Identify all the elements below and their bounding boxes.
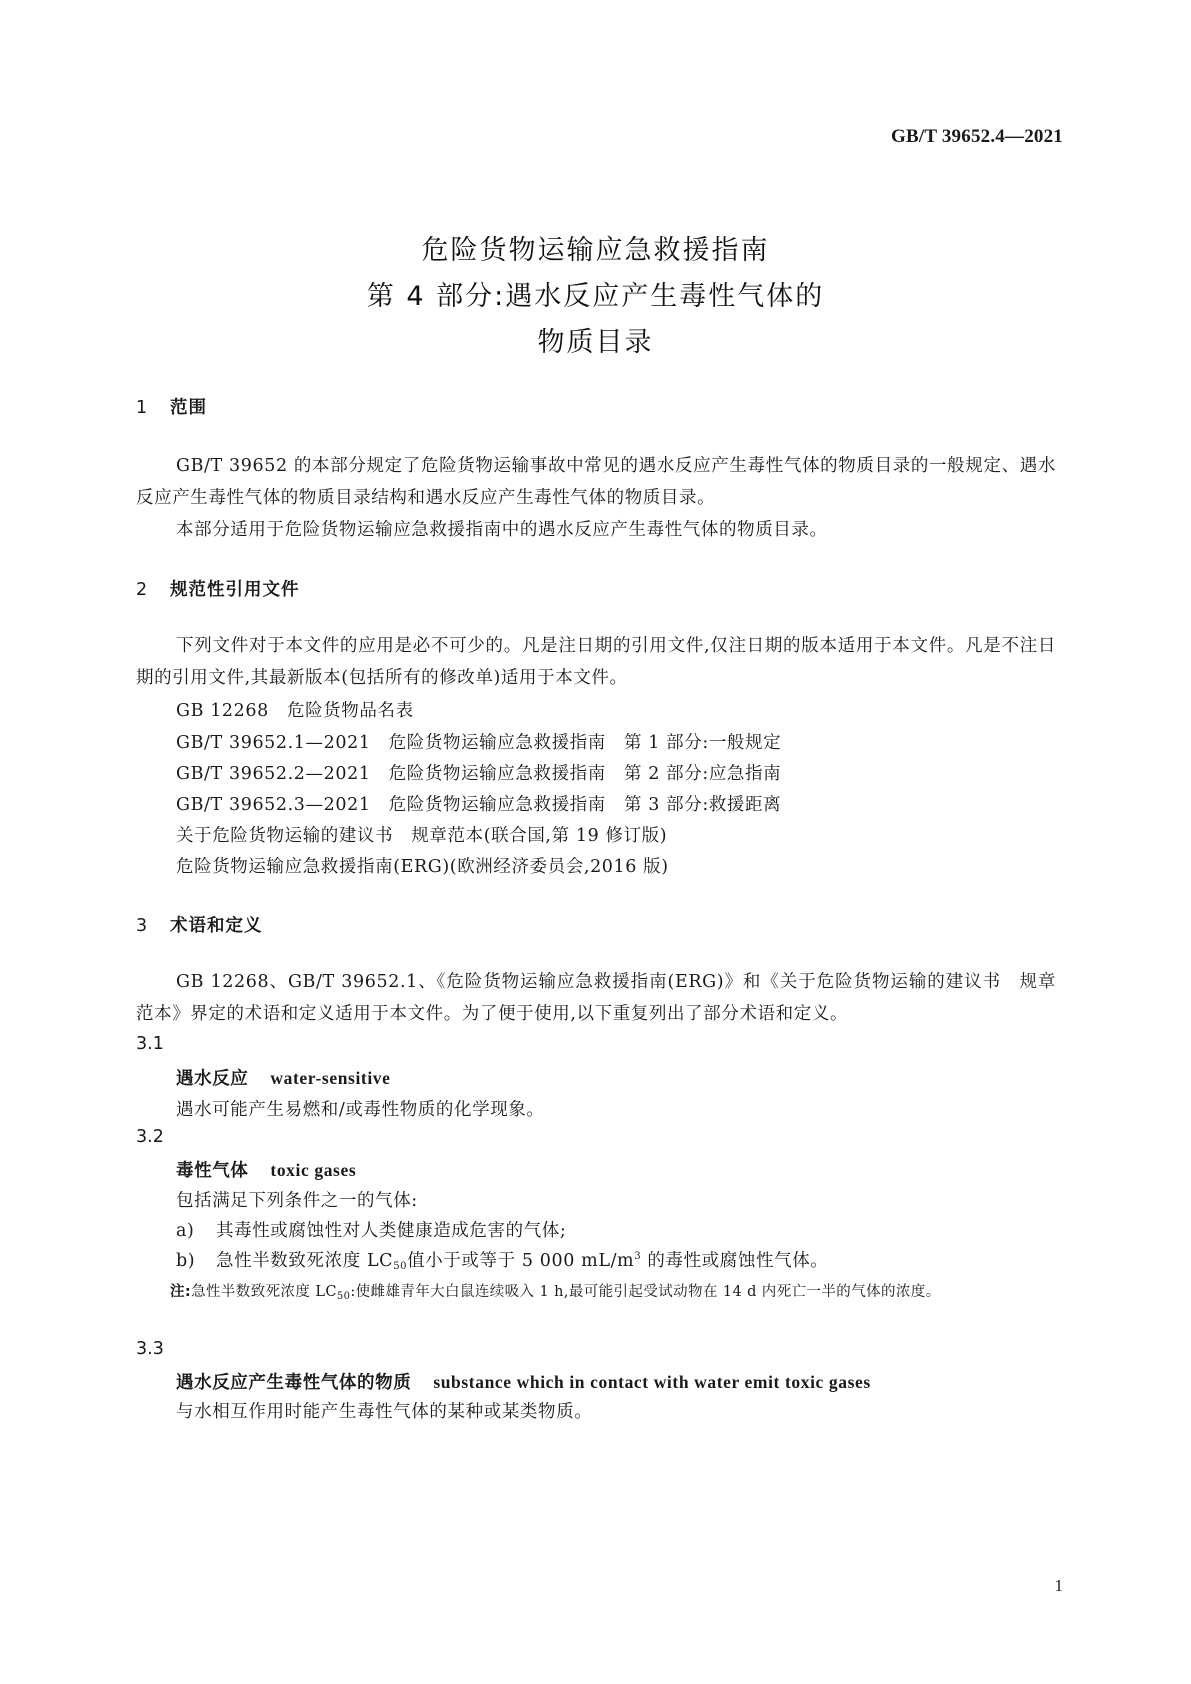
text-fragment: 急性半数致死浓度 LC xyxy=(216,1251,394,1271)
section-1-paragraph-2 xyxy=(136,514,1056,546)
section-title: 术语和定义 xyxy=(170,916,263,936)
reference-item: GB/T 39652.1—2021 危险货物运输应急救援指南 第 1 部分:一般规定 xyxy=(176,733,782,753)
section-number: 2 xyxy=(136,580,149,600)
section-3-heading xyxy=(136,912,263,937)
section-1-heading xyxy=(136,394,207,419)
document-title xyxy=(0,228,1191,366)
superscript: 3 xyxy=(634,1251,642,1262)
paragraph-text: GB/T 39652 的本部分规定了危险货物运输事故中常见的遇水反应产生毒性气体的物质目录的一般规定、遇水反应产生毒性气体的物质目录结构和遇水反应产生毒性气体的物质目录。 xyxy=(136,456,1056,508)
list-item-text xyxy=(216,1251,828,1271)
section-title: 范围 xyxy=(170,398,207,418)
reference-item: GB 12268 危险货物品名表 xyxy=(176,701,414,721)
subscript: 50 xyxy=(393,1261,408,1272)
section-1-paragraph-1 xyxy=(136,450,1056,514)
term-english: toxic gases xyxy=(270,1160,357,1180)
term-definition: 与水相互作用时能产生毒性气体的某种或某类物质。 xyxy=(176,1402,593,1422)
clause-number: 3.1 xyxy=(136,1034,164,1054)
clause-number: 3.2 xyxy=(136,1127,164,1147)
term-entry xyxy=(176,1369,871,1394)
term-entry xyxy=(176,1157,356,1182)
text-fragment: 值小于或等于 5 000 mL/m xyxy=(407,1251,635,1271)
term-entry xyxy=(176,1065,391,1090)
list-item-text: 其毒性或腐蚀性对人类健康造成危害的气体; xyxy=(216,1221,567,1241)
reference-item: 关于危险货物运输的建议书 规章范本(联合国,第 19 修订版) xyxy=(176,826,668,846)
term-english: water-sensitive xyxy=(270,1068,391,1088)
paragraph-text: 本部分适用于危险货物运输应急救援指南中的遇水反应产生毒性气体的物质目录。 xyxy=(176,520,828,540)
clause-number: 3.3 xyxy=(136,1339,164,1359)
text-fragment: 的毒性或腐蚀性气体。 xyxy=(641,1251,829,1271)
list-marker: b) xyxy=(176,1251,196,1271)
term-chinese: 毒性气体 xyxy=(176,1161,249,1181)
term-chinese: 遇水反应产生毒性气体的物质 xyxy=(176,1373,412,1393)
title-line-3: 物质目录 xyxy=(537,327,654,358)
section-number: 1 xyxy=(136,398,149,418)
term-chinese: 遇水反应 xyxy=(176,1069,249,1089)
title-line-2: 第 4 部分:遇水反应产生毒性气体的 xyxy=(366,281,825,312)
subscript: 50 xyxy=(336,1291,351,1302)
section-2-heading xyxy=(136,576,300,601)
term-definition: 遇水可能产生易燃和/或毒性物质的化学现象。 xyxy=(176,1100,545,1120)
reference-item: 危险货物运输应急救援指南(ERG)(欧洲经济委员会,2016 版) xyxy=(176,857,669,877)
document-code: GB/T 39652.4—2021 xyxy=(891,126,1063,147)
section-3-paragraph-1 xyxy=(136,966,1056,1030)
paragraph-text: 下列文件对于本文件的应用是必不可少的。凡是注日期的引用文件,仅注日期的版本适用于本文件。凡是不注日期的引用文件,其最新版本(包括所有的修改单)适用于本文件。 xyxy=(136,636,1056,688)
list-marker: a) xyxy=(176,1221,195,1241)
text-fragment: 急性半数致死浓度 LC xyxy=(191,1284,337,1300)
section-2-paragraph-1 xyxy=(136,630,1056,694)
term-english: substance which in contact with water emit toxic gases xyxy=(433,1372,871,1392)
section-title: 规范性引用文件 xyxy=(170,580,300,600)
reference-item: GB/T 39652.3—2021 危险货物运输应急救援指南 第 3 部分:救援距离 xyxy=(176,795,782,815)
list-item xyxy=(176,1217,566,1242)
text-fragment: :使雌雄青年大白鼠连续吸入 1 h,最可能引起受试动物在 14 d 内死亡一半的气体的浓度。 xyxy=(350,1284,941,1300)
reference-item: GB/T 39652.2—2021 危险货物运输应急救援指南 第 2 部分:应急指南 xyxy=(176,764,782,784)
note-label: 注: xyxy=(170,1284,192,1300)
section-number: 3 xyxy=(136,916,149,936)
title-line-1: 危险货物运输应急救援指南 xyxy=(421,235,770,266)
note xyxy=(170,1278,1062,1311)
term-definition: 包括满足下列条件之一的气体: xyxy=(176,1191,418,1211)
list-item xyxy=(176,1247,828,1272)
page-number: 1 xyxy=(1054,1576,1063,1595)
paragraph-text: GB 12268、GB/T 39652.1、《危险货物运输应急救援指南(ERG)》和《关于危险货物运输的建议书 规章范本》界定的术语和定义适用于本文件。为了便于使用,以下重复列出了部分术语和定义。 xyxy=(136,972,1056,1024)
